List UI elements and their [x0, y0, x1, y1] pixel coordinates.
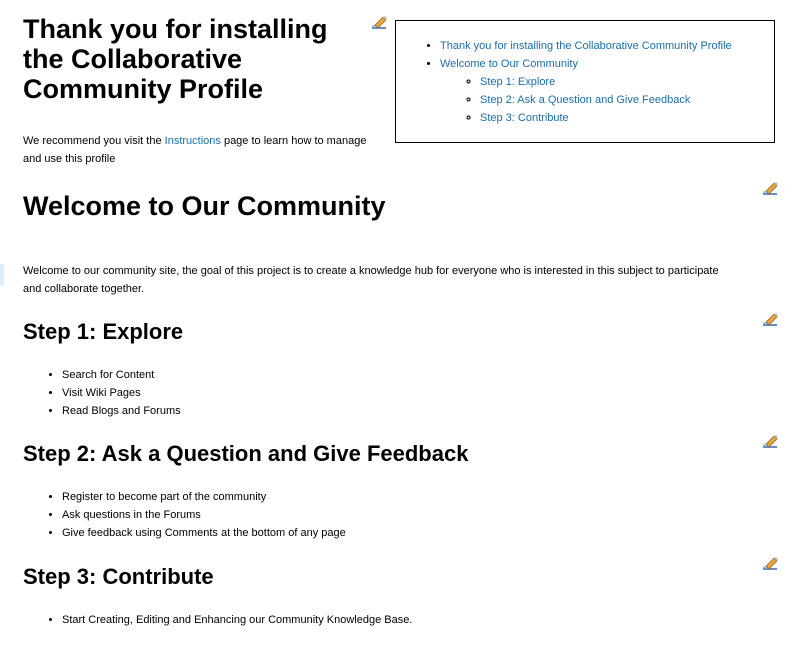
- toc-link-step3[interactable]: Step 3: Contribute: [480, 112, 569, 124]
- step3-list: [23, 611, 412, 629]
- toc-link-title[interactable]: Thank you for installing the Collaborative Community Profile: [440, 40, 732, 52]
- table-of-contents: [395, 20, 775, 143]
- list-item: • Visit Wiki Pages: [62, 384, 181, 402]
- toc-link-step2[interactable]: Step 2: Ask a Question and Give Feedback: [480, 94, 691, 106]
- step2-heading: Step 2: Ask a Question and Give Feedback: [23, 441, 469, 466]
- edit-pencil-icon[interactable]: [371, 16, 387, 30]
- intro-text-after: page to learn how to manage and use this profile: [23, 135, 367, 165]
- toc-list: [440, 37, 732, 127]
- toc-item: [440, 55, 732, 127]
- list-item: • Give feedback using Comments at the bottom of any page: [62, 524, 346, 542]
- page-title: Thank you for installing the Collaborative Community Profile: [23, 14, 328, 104]
- edit-pencil-icon[interactable]: [762, 313, 778, 327]
- list-item: • Start Creating, Editing and Enhancing our Community Knowledge Base.: [62, 611, 412, 629]
- step3-heading: Step 3: Contribute: [23, 564, 214, 589]
- edit-pencil-icon[interactable]: [762, 182, 778, 196]
- edit-pencil-icon[interactable]: [762, 557, 778, 571]
- toc-link-step1[interactable]: Step 1: Explore: [480, 76, 556, 88]
- toc-link-welcome[interactable]: Welcome to Our Community: [440, 58, 578, 70]
- intro-text-before: We recommend you visit the: [23, 135, 165, 147]
- welcome-heading: Welcome to Our Community: [23, 191, 386, 221]
- list-item: • Read Blogs and Forums: [62, 402, 181, 420]
- edit-pencil-icon[interactable]: [762, 435, 778, 449]
- toc-item: [440, 37, 732, 55]
- left-edge-marker: [0, 264, 4, 286]
- instructions-link[interactable]: Instructions: [164, 135, 221, 147]
- step2-list: [23, 488, 346, 542]
- toc-subitem: [480, 91, 732, 109]
- list-item: • Register to become part of the community: [62, 488, 346, 506]
- step1-heading: Step 1: Explore: [23, 319, 184, 344]
- toc-subitem: [480, 109, 732, 127]
- welcome-body: Welcome to our community site, the goal of this project is to create a knowledge hub for everyone who is interested in this subject to participate and collaborate together.: [23, 265, 719, 295]
- intro-text: [23, 132, 368, 168]
- list-item: • Search for Content: [62, 366, 181, 384]
- step1-list: [23, 366, 181, 420]
- toc-sublist: [440, 73, 732, 127]
- toc-subitem: [480, 73, 732, 91]
- list-item: • Ask questions in the Forums: [62, 506, 346, 524]
